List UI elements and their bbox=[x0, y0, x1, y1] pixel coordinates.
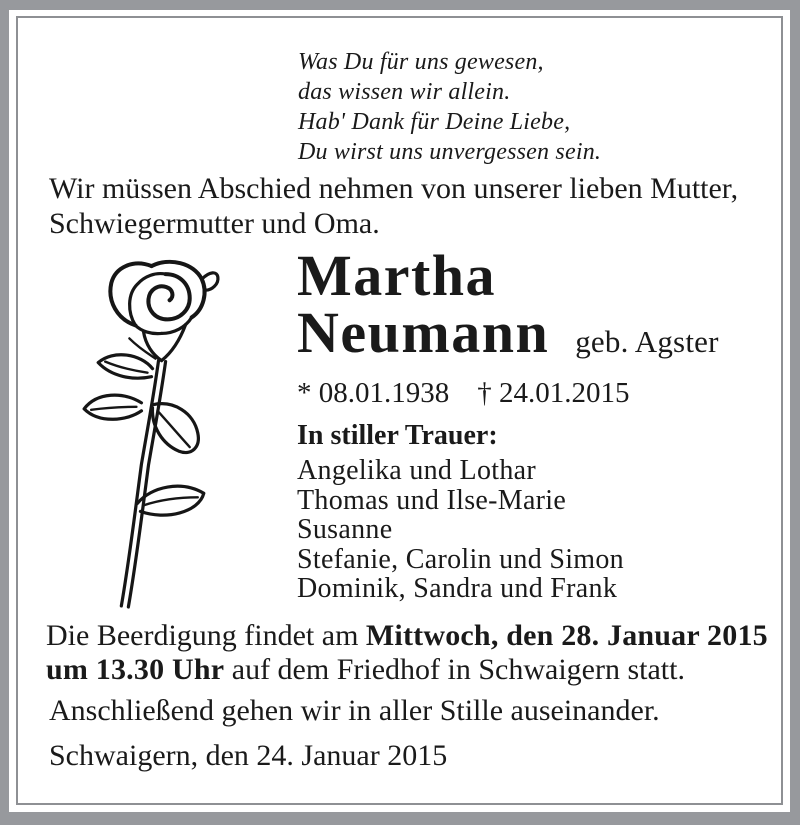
funeral-time: um 13.30 Uhr bbox=[46, 653, 225, 686]
life-dates bbox=[297, 376, 630, 410]
deceased-last-name-line bbox=[297, 300, 719, 370]
deceased-name bbox=[297, 243, 719, 370]
rose-icon bbox=[61, 256, 241, 618]
funeral-line bbox=[46, 619, 768, 653]
funeral-line bbox=[46, 653, 768, 687]
intro-text bbox=[49, 171, 738, 241]
birth-date: * 08.01.1938 bbox=[297, 377, 450, 409]
funeral-date: Mittwoch, den 28. Januar 2015 bbox=[365, 619, 768, 652]
poem-line: Was Du für uns gewesen, bbox=[298, 49, 544, 75]
notice-sheet bbox=[9, 10, 790, 812]
funeral-text: Die Beerdigung findet am bbox=[46, 619, 366, 652]
deceased-last-name: Neumann bbox=[297, 300, 550, 365]
poem-line: das wissen wir allein. bbox=[298, 79, 511, 105]
funeral-info bbox=[46, 619, 768, 687]
maiden-name: geb. Agster bbox=[575, 324, 719, 359]
mourning-heading: In stiller Trauer: bbox=[297, 420, 498, 451]
deceased-first-name: Martha bbox=[297, 243, 497, 308]
mourning-names bbox=[297, 456, 624, 604]
death-date: † 24.01.2015 bbox=[477, 377, 630, 409]
poem-line: Hab' Dank für Deine Liebe, bbox=[298, 109, 571, 135]
poem-line: Du wirst uns unvergessen sein. bbox=[298, 139, 602, 165]
mourner-line: Stefanie, Carolin und Simon bbox=[297, 543, 624, 575]
place-date-line: Schwaigern, den 24. Januar 2015 bbox=[49, 739, 448, 772]
funeral-text: auf dem Friedhof in Schwaigern statt. bbox=[224, 653, 685, 686]
mourner-line: Dominik, Sandra und Frank bbox=[297, 573, 618, 604]
intro-line: Wir müssen Abschied nehmen von unserer lieben Mutter, bbox=[49, 172, 739, 205]
intro-line: Schwiegermutter und Oma. bbox=[49, 207, 380, 240]
mourner-line: Susanne bbox=[297, 514, 393, 545]
mourner-line: Angelika und Lothar bbox=[297, 455, 536, 486]
memorial-poem bbox=[298, 47, 601, 167]
mourner-line: Thomas und Ilse-Marie bbox=[297, 484, 567, 516]
closing-text: Anschließend gehen wir in aller Stille auseinander. bbox=[49, 694, 660, 727]
